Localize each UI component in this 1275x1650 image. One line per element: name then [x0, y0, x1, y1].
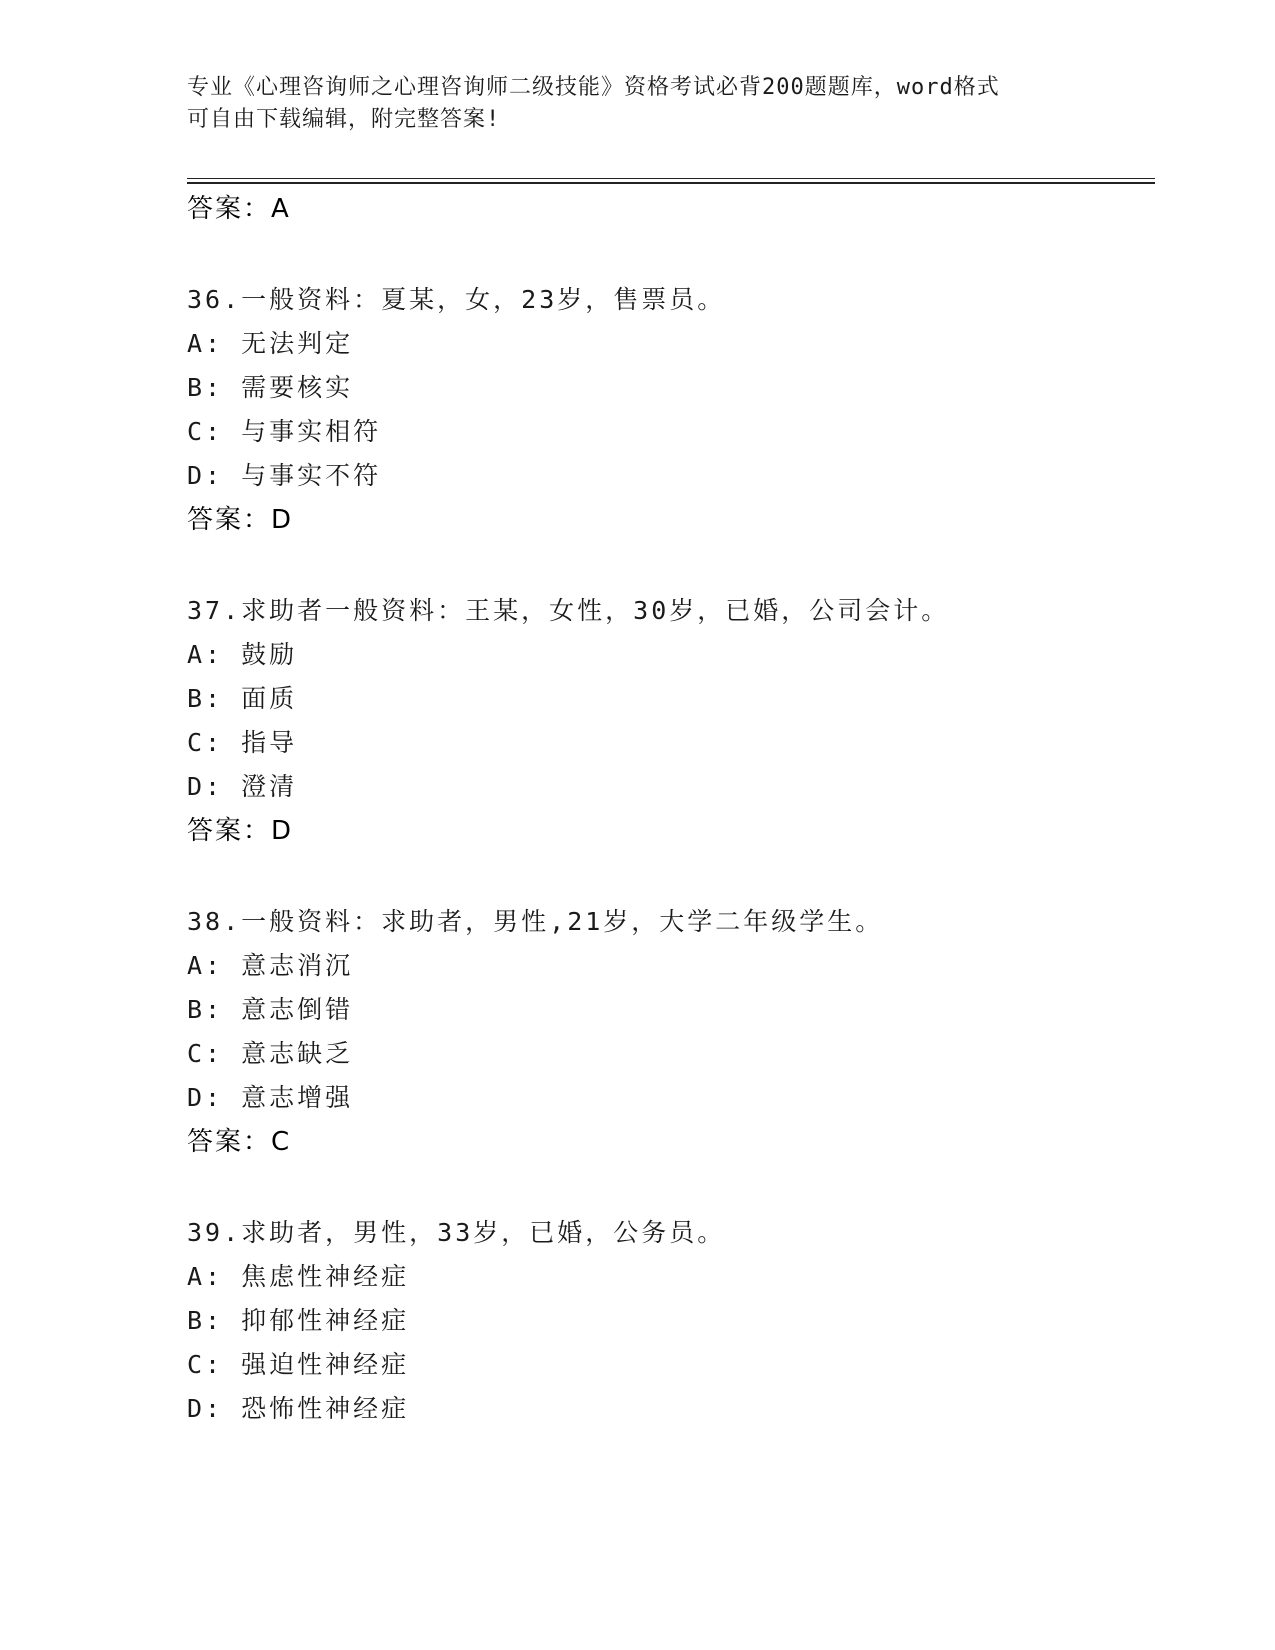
question-39-option-b: B: 抑郁性神经症 — [187, 1306, 410, 1335]
document-header — [187, 72, 1067, 136]
question-36-stem: 36.一般资料：夏某，女，23岁，售票员。 — [187, 285, 726, 314]
question-38-option-c: C: 意志缺乏 — [187, 1039, 354, 1068]
question-39-stem: 39.求助者，男性，33岁，已婚，公务员。 — [187, 1218, 726, 1247]
question-38-option-b: B: 意志倒错 — [187, 995, 354, 1024]
answer-35: 答案：A — [187, 194, 291, 224]
question-39-option-d: D: 恐怖性神经症 — [187, 1394, 410, 1423]
question-39-option-a: A: 焦虑性神经症 — [187, 1262, 410, 1291]
question-37-option-c: C: 指导 — [187, 728, 298, 757]
question-37-option-a: A: 鼓励 — [187, 640, 298, 669]
question-39-option-c: C: 强迫性神经症 — [187, 1350, 410, 1379]
header-divider-thick — [187, 182, 1155, 184]
question-36-option-a: A: 无法判定 — [187, 329, 354, 358]
question-37-answer: 答案：D — [187, 816, 294, 846]
question-38-option-a: A: 意志消沉 — [187, 951, 354, 980]
header-divider-thin — [187, 178, 1155, 179]
question-36-answer: 答案：D — [187, 505, 294, 535]
question-36-option-b: B: 需要核实 — [187, 373, 354, 402]
header-line-2: 可自由下载编辑，附完整答案! — [187, 107, 501, 132]
question-36-option-c: C: 与事实相符 — [187, 417, 382, 446]
question-38-stem: 38.一般资料：求助者，男性,21岁，大学二年级学生。 — [187, 907, 884, 936]
question-38-answer: 答案：C — [187, 1127, 292, 1157]
header-line-1: 专业《心理咨询师之心理咨询师二级技能》资格考试必背200题题库，word格式 — [187, 75, 1000, 100]
question-37-option-b: B: 面质 — [187, 684, 298, 713]
question-37-stem: 37.求助者一般资料：王某，女性，30岁，已婚，公司会计。 — [187, 596, 950, 625]
question-38-option-d: D: 意志增强 — [187, 1083, 354, 1112]
question-36-option-d: D: 与事实不符 — [187, 461, 382, 490]
question-37-option-d: D: 澄清 — [187, 772, 298, 801]
